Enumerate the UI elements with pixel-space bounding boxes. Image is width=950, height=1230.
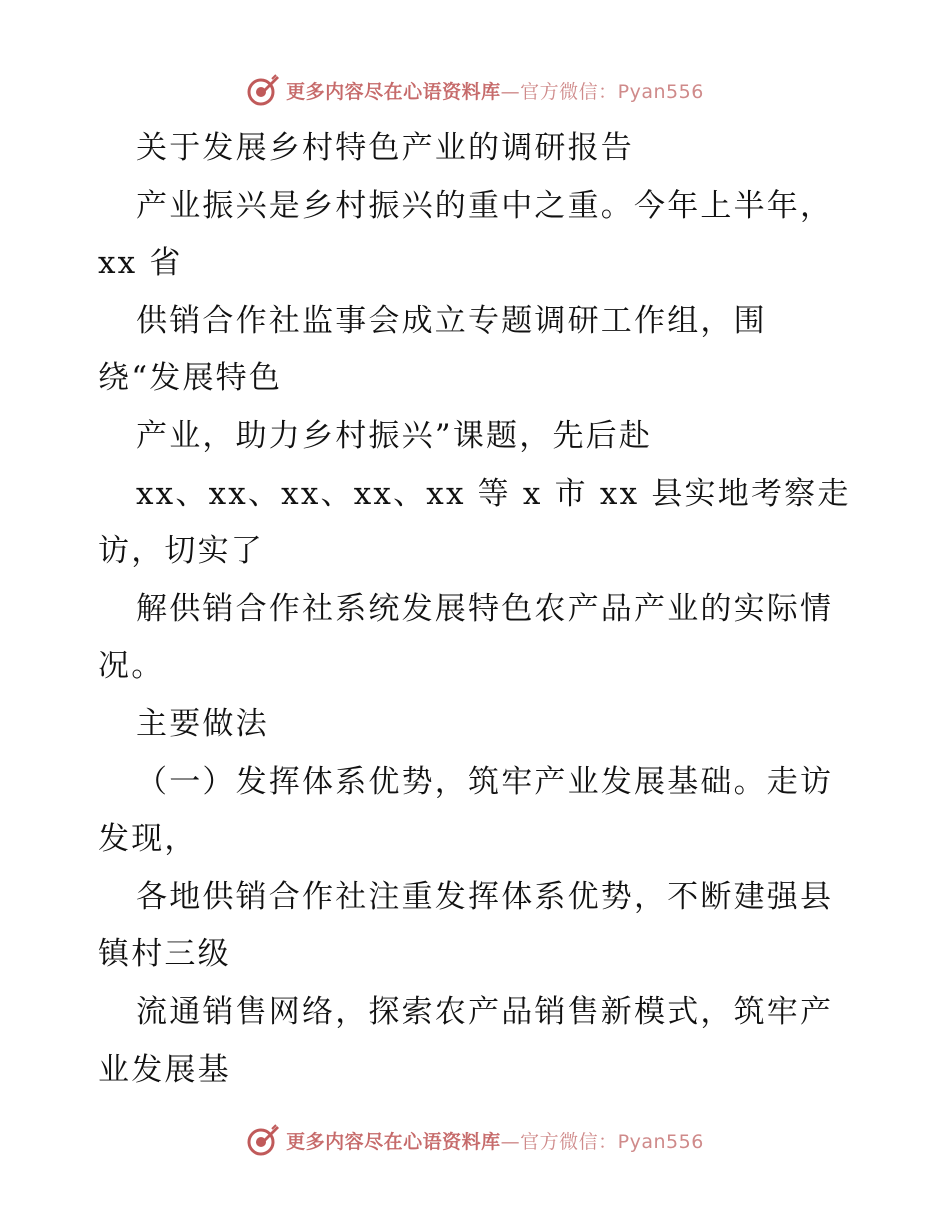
header-banner bbox=[0, 70, 950, 110]
document-body bbox=[98, 120, 858, 1099]
text-line: 各地供销合作社注重发挥体系优势，不断建强县 bbox=[136, 878, 834, 915]
text-line: 业发展基 bbox=[98, 1051, 231, 1088]
banner-wechat: 官方微信：Pyan556 bbox=[520, 80, 704, 103]
section-heading: 主要做法 bbox=[136, 705, 269, 742]
text-line: 镇村三级 bbox=[98, 936, 231, 973]
text-line: 解供销合作社系统发展特色农产品产业的实际情 bbox=[136, 590, 834, 627]
text-line: xx、xx、xx、xx、xx 等 x 市 xx 县实地考察走 bbox=[136, 475, 851, 512]
banner-dash: — bbox=[500, 1130, 521, 1153]
document-title: 关于发展乡村特色产业的调研报告 bbox=[136, 130, 634, 166]
text-line: 流通销售网络，探索农产品销售新模式，筑牢产 bbox=[136, 993, 834, 1030]
quill-seal-icon bbox=[246, 73, 280, 107]
text-line: 供销合作社监事会成立专题调研工作组，围 bbox=[136, 302, 767, 339]
text-line: xx 省 bbox=[98, 245, 183, 282]
quill-seal-icon bbox=[246, 1123, 280, 1157]
text-line: 发现， bbox=[98, 821, 198, 858]
text-line: 产业，助力乡村振兴”课题，先后赴 bbox=[136, 417, 653, 454]
text-line: 访，切实了 bbox=[98, 533, 264, 570]
text-line: 况。 bbox=[98, 648, 165, 685]
footer-banner bbox=[0, 1120, 950, 1160]
banner-site-name: 更多内容尽在心语资料库 bbox=[286, 80, 501, 103]
banner-wechat: 官方微信：Pyan556 bbox=[520, 1130, 704, 1153]
text-line: 产业振兴是乡村振兴的重中之重。今年上半年， bbox=[136, 187, 834, 224]
banner-dash: — bbox=[500, 80, 521, 103]
subsection-heading: （一）发挥体系优势，筑牢产业发展基础。走访 bbox=[136, 763, 834, 800]
text-line: 绕“发展特色 bbox=[98, 360, 283, 397]
banner-site-name: 更多内容尽在心语资料库 bbox=[286, 1130, 501, 1153]
